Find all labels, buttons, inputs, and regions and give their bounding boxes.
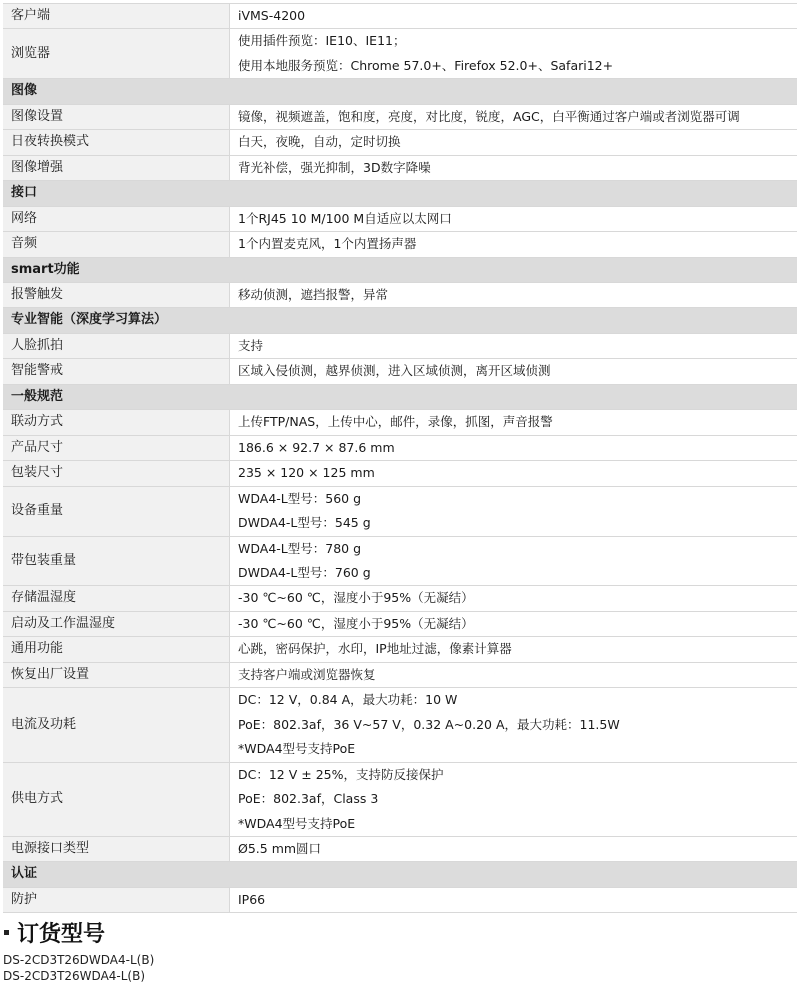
- spec-value: [230, 762, 798, 836]
- spec-label: 客户端: [3, 4, 230, 29]
- spec-row: [3, 662, 797, 687]
- spec-value: [230, 486, 798, 536]
- spec-label: 存储温湿度: [3, 586, 230, 611]
- model-list: [3, 952, 154, 984]
- spec-label: 恢复出厂设置: [3, 662, 230, 687]
- bullet-icon: [4, 930, 9, 935]
- spec-value-line: PoE：802.3af，36 V~57 V，0.32 A~0.20 A，最大功耗：11.5W: [238, 716, 620, 732]
- spec-value-line: IP66: [238, 891, 266, 907]
- spec-label: 智能警戒: [3, 359, 230, 384]
- section-title: 认证: [3, 862, 797, 887]
- spec-row: [3, 836, 797, 861]
- spec-value-line: 白天，夜晚，自动，定时切换: [238, 134, 401, 150]
- spec-label: 通用功能: [3, 637, 230, 662]
- spec-value: [230, 333, 798, 358]
- spec-label: 音频: [3, 232, 230, 257]
- section-title: 接口: [3, 181, 797, 206]
- spec-value-line: 1个RJ45 10 M/100 M自适应以太网口: [238, 210, 452, 226]
- spec-row: [3, 410, 797, 435]
- spec-value: [230, 410, 798, 435]
- spec-value: [230, 4, 798, 29]
- spec-value: [230, 637, 798, 662]
- spec-row: [3, 586, 797, 611]
- spec-label: 设备重量: [3, 486, 230, 536]
- section-header: [3, 181, 797, 206]
- spec-value-line: 1个内置麦克风，1个内置扬声器: [238, 236, 417, 252]
- spec-row: [3, 104, 797, 129]
- spec-row: [3, 29, 797, 79]
- spec-label: 图像增强: [3, 155, 230, 180]
- spec-value: [230, 206, 798, 231]
- spec-value-line: -30 ℃~60 ℃，湿度小于95%（无凝结）: [238, 590, 474, 606]
- spec-value-line: *WDA4型号支持PoE: [238, 741, 356, 757]
- spec-label: 防护: [3, 887, 230, 912]
- spec-label: 电源接口类型: [3, 836, 230, 861]
- spec-value-line: -30 ℃~60 ℃，湿度小于95%（无凝结）: [238, 615, 474, 631]
- spec-label: 人脸抓拍: [3, 333, 230, 358]
- spec-value: [230, 836, 798, 861]
- spec-value-line: 背光补偿，强光抑制，3D数字降噪: [238, 159, 431, 175]
- spec-value: [230, 29, 798, 79]
- spec-row: [3, 282, 797, 307]
- spec-row: [3, 762, 797, 836]
- spec-value: [230, 611, 798, 636]
- spec-value: [230, 461, 798, 486]
- order-section-title: [2, 917, 105, 948]
- spec-value: [230, 104, 798, 129]
- spec-value-line: DC：12 V，0.84 A，最大功耗：10 W: [238, 692, 458, 708]
- section-header: [3, 308, 797, 333]
- spec-value-line: WDA4-L型号：780 g: [238, 540, 362, 556]
- spec-label: 报警触发: [3, 282, 230, 307]
- section-header: [3, 257, 797, 282]
- section-header: [3, 79, 797, 104]
- spec-value: [230, 282, 798, 307]
- spec-value-line: 186.6 × 92.7 × 87.6 mm: [238, 439, 395, 455]
- section-header: [3, 384, 797, 409]
- spec-row: [3, 611, 797, 636]
- spec-value: [230, 359, 798, 384]
- spec-value-line: 心跳，密码保护，水印，IP地址过滤，像素计算器: [238, 641, 512, 657]
- spec-row: [3, 688, 797, 762]
- section-title: smart功能: [3, 257, 797, 282]
- spec-value: [230, 662, 798, 687]
- model-item: DS-2CD3T26WDA4-L(B): [3, 969, 146, 983]
- spec-row: [3, 887, 797, 912]
- spec-row: [3, 435, 797, 460]
- model-item: DS-2CD3T26DWDA4-L(B): [3, 953, 155, 967]
- section-title: 图像: [3, 79, 797, 104]
- spec-value-line: *WDA4型号支持PoE: [238, 815, 356, 831]
- spec-value-line: 支持客户端或浏览器恢复: [238, 666, 376, 682]
- spec-value-line: 使用本地服务预览：Chrome 57.0+、Firefox 52.0+、Safari12+: [238, 57, 614, 73]
- spec-value: [230, 130, 798, 155]
- section-title: 一般规范: [3, 384, 797, 409]
- spec-label: 包装尺寸: [3, 461, 230, 486]
- spec-label: 联动方式: [3, 410, 230, 435]
- spec-value: [230, 232, 798, 257]
- spec-row: [3, 232, 797, 257]
- spec-label: 电流及功耗: [3, 688, 230, 762]
- spec-value: [230, 688, 798, 762]
- spec-value: [230, 586, 798, 611]
- spec-value-line: 上传FTP/NAS，上传中心，邮件，录像，抓图，声音报警: [238, 414, 553, 430]
- spec-label: 图像设置: [3, 104, 230, 129]
- spec-value-line: 镜像，视频遮盖，饱和度，亮度，对比度，锐度，AGC，白平衡通过客户端或者浏览器可调: [238, 108, 740, 124]
- spec-value-line: PoE：802.3af，Class 3: [238, 791, 379, 807]
- spec-label: 浏览器: [3, 29, 230, 79]
- spec-row: [3, 637, 797, 662]
- spec-label: 产品尺寸: [3, 435, 230, 460]
- spec-row: [3, 359, 797, 384]
- spec-value: [230, 435, 798, 460]
- spec-value-line: WDA4-L型号：560 g: [238, 490, 362, 506]
- spec-value-line: 支持: [238, 337, 264, 353]
- spec-label: 网络: [3, 206, 230, 231]
- section-header: [3, 862, 797, 887]
- spec-label: 供电方式: [3, 762, 230, 836]
- spec-row: [3, 333, 797, 358]
- spec-table: [3, 3, 797, 913]
- spec-label: 带包装重量: [3, 536, 230, 586]
- spec-label: 启动及工作温湿度: [3, 611, 230, 636]
- spec-value-line: DWDA4-L型号：760 g: [238, 564, 371, 580]
- section-title: 专业智能（深度学习算法）: [3, 308, 797, 333]
- spec-value-line: 使用插件预览：IE10、IE11；: [238, 33, 406, 49]
- spec-value-line: 235 × 120 × 125 mm: [238, 465, 375, 481]
- spec-value-line: 移动侦测，遮挡报警，异常: [238, 286, 389, 302]
- spec-value: [230, 536, 798, 586]
- spec-row: [3, 4, 797, 29]
- spec-row: [3, 536, 797, 586]
- spec-value: [230, 155, 798, 180]
- spec-value-line: 区域入侵侦测，越界侦测，进入区域侦测，离开区域侦测: [238, 363, 551, 379]
- spec-value: [230, 887, 798, 912]
- spec-row: [3, 461, 797, 486]
- order-title-text: 订货型号: [17, 922, 106, 947]
- spec-row: [3, 155, 797, 180]
- spec-value-line: iVMS-4200: [238, 8, 306, 23]
- spec-label: 日夜转换模式: [3, 130, 230, 155]
- spec-value-line: DC：12 V ± 25%，支持防反接保护: [238, 766, 444, 782]
- spec-value-line: DWDA4-L型号：545 g: [238, 515, 371, 531]
- spec-row: [3, 206, 797, 231]
- spec-value-line: Ø5.5 mm圆口: [238, 840, 322, 856]
- spec-row: [3, 130, 797, 155]
- spec-row: [3, 486, 797, 536]
